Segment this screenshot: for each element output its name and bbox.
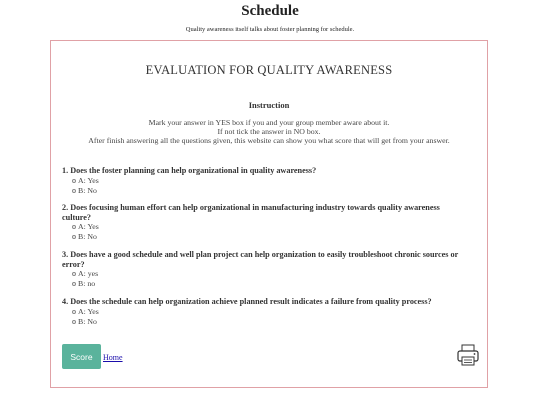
radio-button[interactable] <box>72 235 76 239</box>
option-4b[interactable] <box>62 317 462 327</box>
evaluation-title: EVALUATION FOR QUALITY AWARENESS <box>145 63 393 77</box>
radio-button[interactable] <box>72 282 76 286</box>
option-label: B: No <box>78 232 97 241</box>
option-1a[interactable] <box>62 176 462 186</box>
question-text: 2. Does focusing human effort can help organizational in manufacturing industry towards quality awareness culture? <box>62 203 440 222</box>
page-subtitle: Quality awareness itself talks about foster planning for schedule. <box>185 26 355 33</box>
option-label: B: No <box>78 316 97 326</box>
instruction-line: If not tick the answer in NO box. <box>217 127 321 136</box>
score-button[interactable]: Score <box>62 344 101 369</box>
instruction-text <box>51 118 487 145</box>
question-text: 3. Does have a good schedule and well plan project can help organization to easily troubleshoot chronic sources or error? <box>62 250 459 269</box>
page-title: Schedule <box>241 3 299 19</box>
option-label: A: Yes <box>78 222 99 231</box>
option-label: A: Yes <box>78 175 99 185</box>
radio-button[interactable] <box>72 179 76 183</box>
radio-button[interactable] <box>72 310 76 314</box>
option-3b[interactable] <box>62 279 462 289</box>
radio-button[interactable] <box>72 320 76 324</box>
question-1 <box>62 166 462 196</box>
evaluation-panel <box>50 40 488 388</box>
option-1b[interactable] <box>62 186 462 196</box>
option-2b[interactable] <box>62 232 462 242</box>
option-2a[interactable] <box>62 222 462 232</box>
option-label: A: Yes <box>78 306 99 316</box>
printer-icon[interactable] <box>456 343 480 367</box>
option-4a[interactable] <box>62 307 462 317</box>
question-text: 1. Does the foster planning can help organizational in quality awareness? <box>62 166 317 175</box>
question-3 <box>62 250 462 289</box>
home-link[interactable]: Home <box>103 353 123 362</box>
radio-button[interactable] <box>72 225 76 229</box>
question-4 <box>62 297 462 327</box>
radio-button[interactable] <box>72 272 76 276</box>
instruction-line: Mark your answer in YES box if you and your group member aware about it. <box>148 118 390 127</box>
option-3a[interactable] <box>62 269 462 279</box>
instruction-heading: Instruction <box>248 100 290 110</box>
instruction-line: After finish answering all the questions given, this website can show you what score that will get from your answer. <box>88 136 450 145</box>
radio-button[interactable] <box>72 189 76 193</box>
question-text: 4. Does the schedule can help organization achieve planned result indicates a failure from quality process? <box>62 297 432 306</box>
option-label: B: No <box>78 185 97 195</box>
question-2 <box>62 203 462 242</box>
option-label: A: yes <box>78 269 99 278</box>
option-label: B: no <box>78 279 96 288</box>
